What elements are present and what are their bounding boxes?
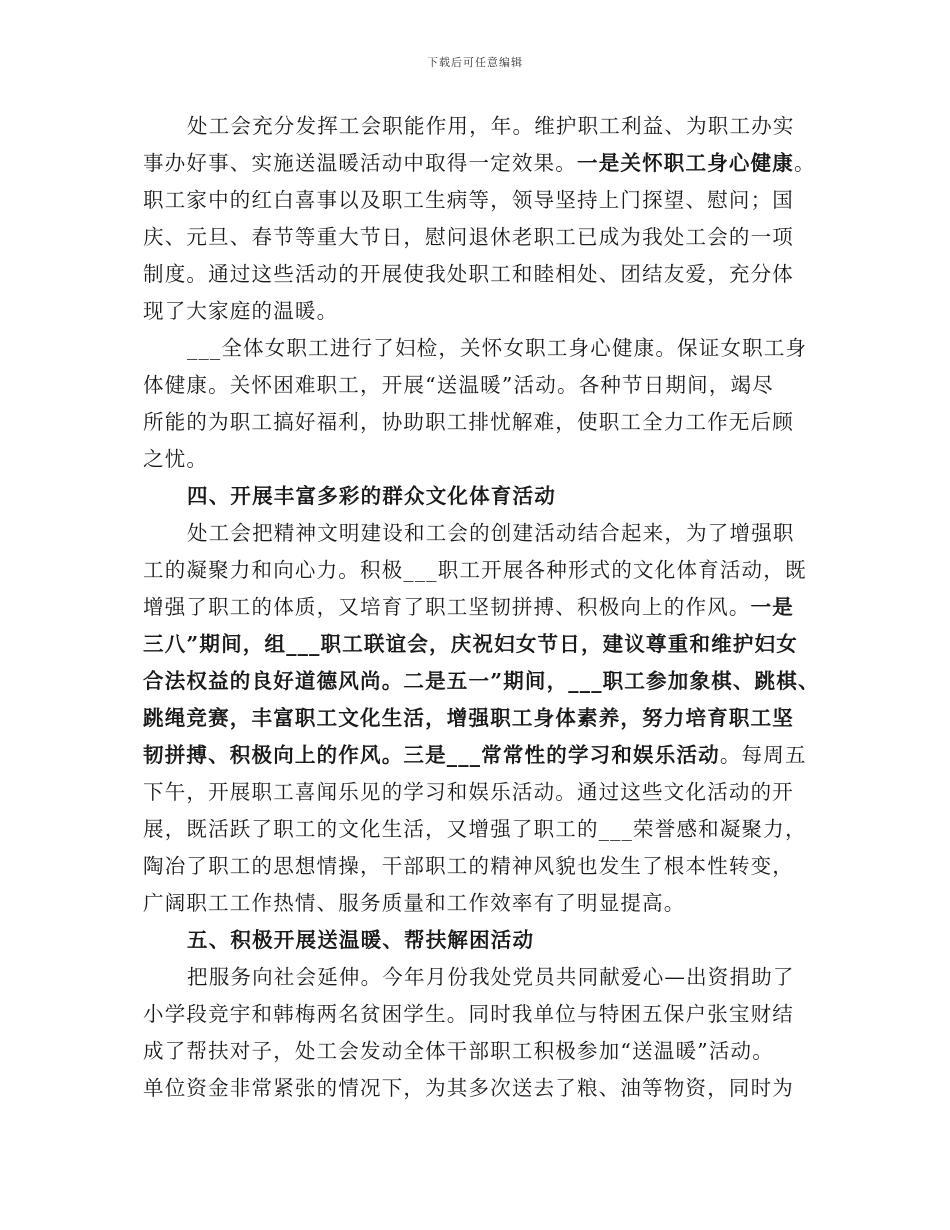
page-header: 下载后可任意编辑 xyxy=(427,56,523,69)
paragraph-line xyxy=(143,811,813,848)
paragraph-line xyxy=(143,848,813,885)
text-run: 成了帮扶对子，处工会发动全体干部职工积极参加“送温暖”活动。 xyxy=(143,1039,774,1063)
paragraph-line xyxy=(143,367,813,404)
text-run: 庆、元旦、春节等重大节日，慰问退休老职工已成为我处工会的一项 xyxy=(143,225,794,249)
bold-text-run: 五、积极开展送温暖、帮扶解困活动 xyxy=(187,928,535,952)
text-run: 展，既活跃了职工的文化生活，又增强了职工的___荣誉感和凝聚力， xyxy=(143,817,807,841)
paragraph-line xyxy=(143,182,813,219)
text-run: 处工会把精神文明建设和工会的创建活动结合起来，为了增强职 xyxy=(187,521,795,545)
text-run: 增强了职工的体质，又培育了职工坚韧拼搏、积极向上的作风。 xyxy=(143,595,751,619)
paragraph-line xyxy=(143,108,813,145)
paragraph-line xyxy=(143,145,816,182)
paragraph-line xyxy=(143,626,813,663)
paragraph-line xyxy=(143,330,813,367)
text-run: 工的凝聚力和向心力。积极___职工开展各种形式的文化体育活动，既 xyxy=(143,558,807,582)
paragraph-line xyxy=(143,293,813,330)
paragraph-line xyxy=(143,515,813,552)
text-run: 现了大家庭的温暖。 xyxy=(143,299,339,323)
text-run: 处工会充分发挥工会职能作用，年。维护职工利益、为职工办实 xyxy=(187,114,795,138)
paragraph-line xyxy=(143,219,813,256)
bold-text-run: 四、开展丰富多彩的群众文化体育活动 xyxy=(187,484,556,508)
text-run: 体健康。关怀困难职工，开展“送温暖”活动。各种节日期间，竭尽 xyxy=(143,373,774,397)
document-body xyxy=(143,108,820,1107)
bold-text-run: 合法权益的良好道德风尚。二是五一”期间，___职工参加象棋、跳棋、 xyxy=(143,669,820,693)
paragraph-line xyxy=(143,589,813,626)
text-run: 小学段竞宇和韩梅两名贫困学生。同时我单位与特困五保户张宝财结 xyxy=(143,1002,794,1026)
text-run: 所能的为职工搞好福利，协助职工排忧解难，使职工全力工作无后顾 xyxy=(143,410,794,434)
bold-text-run: 一是关怀职工身心健康 xyxy=(577,151,794,175)
paragraph-line xyxy=(143,441,813,478)
bold-text-run: 跳绳竞赛，丰富职工文化生活，增强职工身体素养，努力培育职工坚 xyxy=(143,706,794,730)
section-heading xyxy=(143,478,813,515)
paragraph-line xyxy=(143,996,813,1033)
bold-text-run: 韧拼搏、积极向上的作风。三是___常常性的学习和娱乐活动 xyxy=(143,743,720,767)
text-run: 广阔职工工作热情、服务质量和工作效率有了明显提高。 xyxy=(143,891,686,915)
section-heading xyxy=(143,922,813,959)
paragraph-line xyxy=(143,737,813,774)
paragraph-line xyxy=(143,700,813,737)
text-run: 之忧。 xyxy=(143,447,209,471)
text-run: 。 xyxy=(794,151,816,175)
text-run: 。每周五 xyxy=(719,743,807,767)
paragraph-line xyxy=(143,552,813,589)
paragraph-line xyxy=(143,774,813,811)
paragraph-line xyxy=(143,404,813,441)
text-run: 制度。通过这些活动的开展使我处职工和睦相处、团结友爱，充分体 xyxy=(143,262,794,286)
paragraph-line xyxy=(143,885,813,922)
text-run: 下午，开展职工喜闻乐见的学习和娱乐活动。通过这些文化活动的开 xyxy=(143,780,794,804)
bold-text-run: 三八”期间，组___职工联谊会，庆祝妇女节日，建议尊重和维护妇女 xyxy=(143,632,798,656)
text-run: 职工家中的红白喜事以及职工生病等，领导坚持上门探望、慰问；国 xyxy=(143,188,794,212)
paragraph-line xyxy=(143,959,813,996)
text-run: ___全体女职工进行了妇检，关怀女职工身心健康。保证女职工身 xyxy=(187,336,808,360)
paragraph-line xyxy=(143,1070,813,1107)
text-run: 事办好事、实施送温暖活动中取得一定效果。 xyxy=(143,151,577,175)
text-run: 单位资金非常紧张的情况下，为其多次送去了粮、油等物资，同时为 xyxy=(143,1076,794,1100)
bold-text-run: 一是 xyxy=(750,595,795,619)
text-run: 把服务向社会延伸。今年月份我处党员共同献爱心—出资捐助了 xyxy=(187,965,795,989)
paragraph-line xyxy=(143,1033,813,1070)
text-run: 陶冶了职工的思想情操，干部职工的精神风貌也发生了根本性转变， xyxy=(143,854,794,878)
paragraph-line xyxy=(143,663,820,700)
paragraph-line xyxy=(143,256,813,293)
